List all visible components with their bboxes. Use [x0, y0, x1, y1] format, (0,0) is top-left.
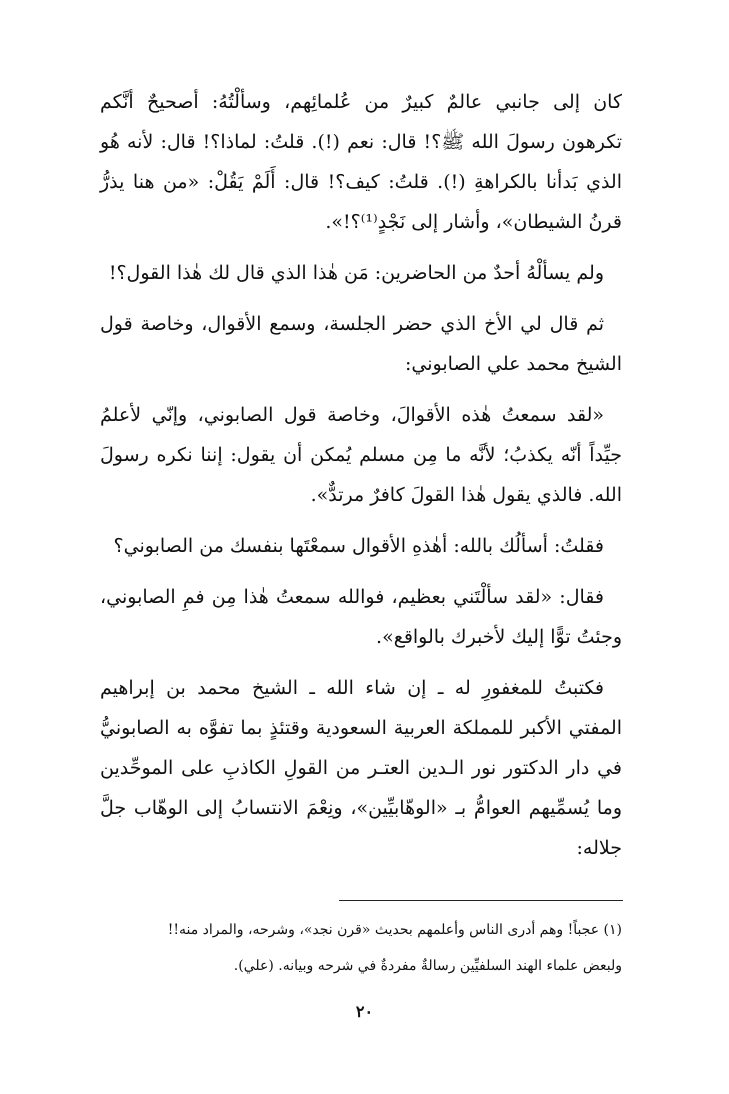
footnotes: [100, 912, 622, 984]
paragraph-1: كان إلى جانبي عالمٌ كبيرٌ من عُلمائِهم، وسألْتُهُ: أصحيحٌ أنَّكم تكرهون رسولَ الله ﷺ؟! قال: نعم (!). قلتُ: لماذا؟! قال: لأنه هُو الذي بَدأنا بالكراهةِ (!). قلتُ: كيف؟! قال: أَلَمْ يَقُلْ: «من هنا يذرُّ قرنُ الشيطان»، وأشار إلى نَجْدٍ⁽¹⁾؟!».: [100, 91, 622, 233]
paragraph-6: فقال: «لقد سألْتَني بعظيم، فوالله سمعتُ هٰذا مِن فمِ الصابوني، وجئتُ توًّا إليك لأخبرك بالواقع».: [100, 586, 622, 648]
paragraph-7: فكتبتُ للمغفورِ له ـ إن شاء الله ـ الشيخ محمد بن إبراهيم المفتي الأكبر للمملكة العربية السعودية وقتئذٍ بما تفوَّه به الصابونيُّ في دار الدكتور نور الـدين العتـر من القولِ الكاذبِ على الموحِّدين وما يُسمِّيهم العوامُّ بـ «الوهّابيِّين»، ونِعْمَ الانتسابُ إلى الوهّاب جلَّ جلاله:: [100, 677, 622, 859]
footnote-divider: [339, 900, 623, 901]
paragraph-2: ولم يسألْهُ أحدٌ من الحاضرين: مَن هٰذا الذي قال لك هٰذا القول؟!: [108, 262, 604, 284]
paragraph-3: ثم قال لي الأخ الذي حضر الجلسة، وسمع الأقوال، وخاصة قول الشيخ محمد علي الصابوني:: [100, 313, 622, 375]
main-text: [100, 82, 622, 879]
paragraph-5: فقلتُ: أسألُك بالله: أهٰذهِ الأقوال سمعْتَها بنفسك من الصابوني؟: [113, 535, 604, 557]
page-number: ٢٠: [355, 1002, 374, 1021]
paragraph-4: «لقد سمعتُ هٰذه الأقوالَ، وخاصة قول الصابوني، وإنّي لأعلمُ جيِّداً أنّه يكذبُ؛ لأنَّه ما مِن مسلم يُمكن أن يقول: إننا نكره رسولَ الله. فالذي يقول هٰذا القولَ كافرٌ مرتدٌّ».: [100, 404, 622, 506]
footnote-1: (١) عجباً! وهم أدرى الناس وأعلمهم بحديث «قرن نجد»، وشرحه، والمراد منه!!: [167, 922, 622, 938]
footnote-1-continued: ولبعض علماء الهند السلفيِّين رسالةٌ مفردةٌ في شرحه وبيانه. (علي).: [233, 958, 622, 974]
